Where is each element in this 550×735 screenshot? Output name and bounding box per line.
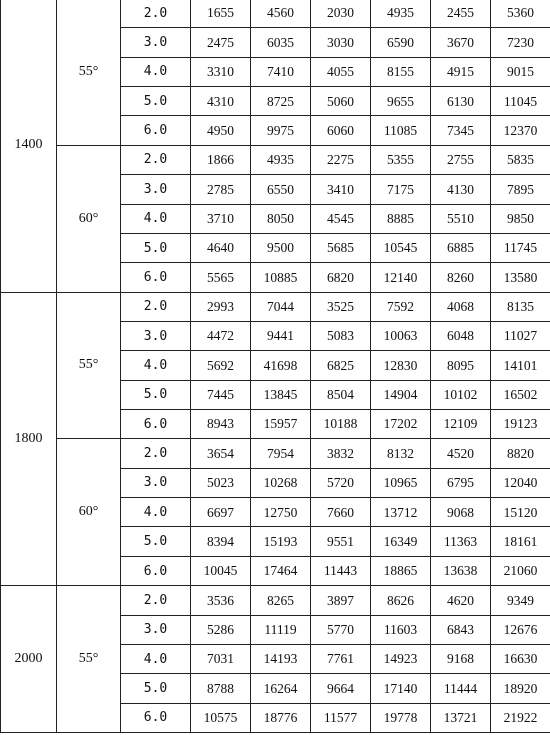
value-cell: 8155: [371, 57, 431, 86]
value-cell: 19778: [371, 703, 431, 732]
load-cell: 6.0: [121, 116, 191, 145]
load-cell: 5.0: [121, 233, 191, 262]
value-cell: 6843: [431, 615, 491, 644]
group-label-cell: 2000: [1, 586, 57, 733]
value-cell: 14193: [251, 644, 311, 673]
value-cell: 6820: [311, 263, 371, 292]
value-cell: 7660: [311, 498, 371, 527]
value-cell: 3030: [311, 28, 371, 57]
load-cell: 3.0: [121, 175, 191, 204]
load-cell: 2.0: [121, 586, 191, 615]
value-cell: 4950: [191, 116, 251, 145]
value-cell: 17140: [371, 674, 431, 703]
value-cell: 8260: [431, 263, 491, 292]
value-cell: 5360: [491, 0, 550, 28]
value-cell: 3654: [191, 439, 251, 468]
value-cell: 12109: [431, 410, 491, 439]
value-cell: 7175: [371, 175, 431, 204]
value-cell: 8626: [371, 586, 431, 615]
value-cell: 13712: [371, 498, 431, 527]
value-cell: 4915: [431, 57, 491, 86]
value-cell: 3710: [191, 204, 251, 233]
load-cell: 2.0: [121, 439, 191, 468]
value-cell: 8788: [191, 674, 251, 703]
load-cell: 2.0: [121, 145, 191, 174]
value-cell: 2755: [431, 145, 491, 174]
value-cell: 18776: [251, 703, 311, 732]
value-cell: 9655: [371, 87, 431, 116]
value-cell: 6048: [431, 321, 491, 350]
load-cell: 5.0: [121, 87, 191, 116]
value-cell: 4545: [311, 204, 371, 233]
value-cell: 10063: [371, 321, 431, 350]
value-cell: 5510: [431, 204, 491, 233]
value-cell: 6885: [431, 233, 491, 262]
value-cell: 11363: [431, 527, 491, 556]
value-cell: 3897: [311, 586, 371, 615]
value-cell: 4935: [371, 0, 431, 28]
value-cell: 11745: [491, 233, 550, 262]
value-cell: 12370: [491, 116, 550, 145]
value-cell: 5685: [311, 233, 371, 262]
value-cell: 4620: [431, 586, 491, 615]
value-cell: 9068: [431, 498, 491, 527]
load-cell: 4.0: [121, 57, 191, 86]
value-cell: 3670: [431, 28, 491, 57]
value-cell: 21060: [491, 556, 550, 585]
value-cell: 6697: [191, 498, 251, 527]
angle-label-cell: 55°: [57, 292, 121, 439]
value-cell: 2993: [191, 292, 251, 321]
table-body: [1, 0, 550, 733]
value-cell: 8885: [371, 204, 431, 233]
value-cell: 11577: [311, 703, 371, 732]
value-cell: 4310: [191, 87, 251, 116]
value-cell: 4520: [431, 439, 491, 468]
value-cell: 4640: [191, 233, 251, 262]
value-cell: 11443: [311, 556, 371, 585]
value-cell: 10965: [371, 468, 431, 497]
load-cell: 6.0: [121, 263, 191, 292]
value-cell: 11444: [431, 674, 491, 703]
value-cell: 5083: [311, 321, 371, 350]
value-cell: 7761: [311, 644, 371, 673]
value-cell: 8725: [251, 87, 311, 116]
value-cell: 8132: [371, 439, 431, 468]
value-cell: 8504: [311, 380, 371, 409]
load-cell: 5.0: [121, 674, 191, 703]
load-cell: 2.0: [121, 292, 191, 321]
value-cell: 9500: [251, 233, 311, 262]
value-cell: 15957: [251, 410, 311, 439]
value-cell: 9850: [491, 204, 550, 233]
value-cell: 10045: [191, 556, 251, 585]
angle-label-cell: 60°: [57, 439, 121, 586]
value-cell: 10188: [311, 410, 371, 439]
value-cell: 9168: [431, 644, 491, 673]
value-cell: 10545: [371, 233, 431, 262]
value-cell: 6825: [311, 351, 371, 380]
value-cell: 5720: [311, 468, 371, 497]
value-cell: 12676: [491, 615, 550, 644]
value-cell: 9349: [491, 586, 550, 615]
value-cell: 3410: [311, 175, 371, 204]
value-cell: 6035: [251, 28, 311, 57]
value-cell: 9441: [251, 321, 311, 350]
value-cell: 8135: [491, 292, 550, 321]
value-cell: 5565: [191, 263, 251, 292]
value-cell: 15120: [491, 498, 550, 527]
value-cell: 9664: [311, 674, 371, 703]
value-cell: 9975: [251, 116, 311, 145]
table-row: [1, 586, 550, 615]
value-cell: 16630: [491, 644, 550, 673]
value-cell: 4130: [431, 175, 491, 204]
group-label-cell: 1400: [1, 0, 57, 292]
value-cell: 3536: [191, 586, 251, 615]
load-cell: 2.0: [121, 0, 191, 28]
value-cell: 5355: [371, 145, 431, 174]
value-cell: 11027: [491, 321, 550, 350]
table-row: [1, 0, 550, 28]
value-cell: 16349: [371, 527, 431, 556]
value-cell: 3832: [311, 439, 371, 468]
value-cell: 14923: [371, 644, 431, 673]
value-cell: 7954: [251, 439, 311, 468]
value-cell: 17202: [371, 410, 431, 439]
value-cell: 10575: [191, 703, 251, 732]
value-cell: 5286: [191, 615, 251, 644]
value-cell: 12040: [491, 468, 550, 497]
value-cell: 8050: [251, 204, 311, 233]
value-cell: 6590: [371, 28, 431, 57]
value-cell: 2455: [431, 0, 491, 28]
value-cell: 14904: [371, 380, 431, 409]
value-cell: 6060: [311, 116, 371, 145]
value-cell: 8820: [491, 439, 550, 468]
value-cell: 18161: [491, 527, 550, 556]
value-cell: 1866: [191, 145, 251, 174]
value-cell: 13580: [491, 263, 550, 292]
value-cell: 15193: [251, 527, 311, 556]
load-cell: 3.0: [121, 321, 191, 350]
value-cell: 7230: [491, 28, 550, 57]
value-cell: 7044: [251, 292, 311, 321]
value-cell: 7345: [431, 116, 491, 145]
value-cell: 17464: [251, 556, 311, 585]
value-cell: 5770: [311, 615, 371, 644]
load-cell: 3.0: [121, 615, 191, 644]
value-cell: 1655: [191, 0, 251, 28]
value-cell: 2275: [311, 145, 371, 174]
value-cell: 3525: [311, 292, 371, 321]
value-cell: 4935: [251, 145, 311, 174]
table-row: [1, 292, 550, 321]
table-row: [1, 439, 550, 468]
value-cell: 3310: [191, 57, 251, 86]
value-cell: 7410: [251, 57, 311, 86]
value-cell: 16502: [491, 380, 550, 409]
value-cell: 12750: [251, 498, 311, 527]
value-cell: 7445: [191, 380, 251, 409]
value-cell: 10268: [251, 468, 311, 497]
value-cell: 2475: [191, 28, 251, 57]
value-cell: 8943: [191, 410, 251, 439]
value-cell: 11085: [371, 116, 431, 145]
value-cell: 12830: [371, 351, 431, 380]
load-cell: 5.0: [121, 527, 191, 556]
value-cell: 18920: [491, 674, 550, 703]
value-cell: 12140: [371, 263, 431, 292]
load-cell: 6.0: [121, 410, 191, 439]
value-cell: 9015: [491, 57, 550, 86]
value-cell: 41698: [251, 351, 311, 380]
angle-label-cell: 55°: [57, 0, 121, 145]
load-cell: 3.0: [121, 468, 191, 497]
value-cell: 4068: [431, 292, 491, 321]
load-cell: 3.0: [121, 28, 191, 57]
value-cell: 7592: [371, 292, 431, 321]
value-cell: 5835: [491, 145, 550, 174]
value-cell: 11603: [371, 615, 431, 644]
value-cell: 19123: [491, 410, 550, 439]
group-label-cell: 1800: [1, 292, 57, 586]
value-cell: 13638: [431, 556, 491, 585]
load-cell: 4.0: [121, 351, 191, 380]
load-cell: 4.0: [121, 498, 191, 527]
value-cell: 11119: [251, 615, 311, 644]
load-cell: 6.0: [121, 556, 191, 585]
load-cell: 4.0: [121, 644, 191, 673]
value-cell: 14101: [491, 351, 550, 380]
value-cell: 6130: [431, 87, 491, 116]
value-cell: 6795: [431, 468, 491, 497]
angle-label-cell: 60°: [57, 145, 121, 292]
load-cell: 6.0: [121, 703, 191, 732]
value-cell: 18865: [371, 556, 431, 585]
table-row: [1, 145, 550, 174]
load-cell: 5.0: [121, 380, 191, 409]
value-cell: 4560: [251, 0, 311, 28]
value-cell: 6550: [251, 175, 311, 204]
value-cell: 11045: [491, 87, 550, 116]
value-cell: 13721: [431, 703, 491, 732]
value-cell: 7031: [191, 644, 251, 673]
value-cell: 8265: [251, 586, 311, 615]
value-cell: 21922: [491, 703, 550, 732]
value-cell: 10885: [251, 263, 311, 292]
value-cell: 13845: [251, 380, 311, 409]
value-cell: 8394: [191, 527, 251, 556]
value-cell: 4472: [191, 321, 251, 350]
value-cell: 5692: [191, 351, 251, 380]
value-cell: 2030: [311, 0, 371, 28]
value-cell: 2785: [191, 175, 251, 204]
angle-label-cell: 55°: [57, 586, 121, 733]
value-cell: 16264: [251, 674, 311, 703]
value-cell: 4055: [311, 57, 371, 86]
value-cell: 8095: [431, 351, 491, 380]
value-cell: 5023: [191, 468, 251, 497]
value-cell: 5060: [311, 87, 371, 116]
value-cell: 7895: [491, 175, 550, 204]
value-cell: 9551: [311, 527, 371, 556]
load-cell: 4.0: [121, 204, 191, 233]
value-cell: 10102: [431, 380, 491, 409]
